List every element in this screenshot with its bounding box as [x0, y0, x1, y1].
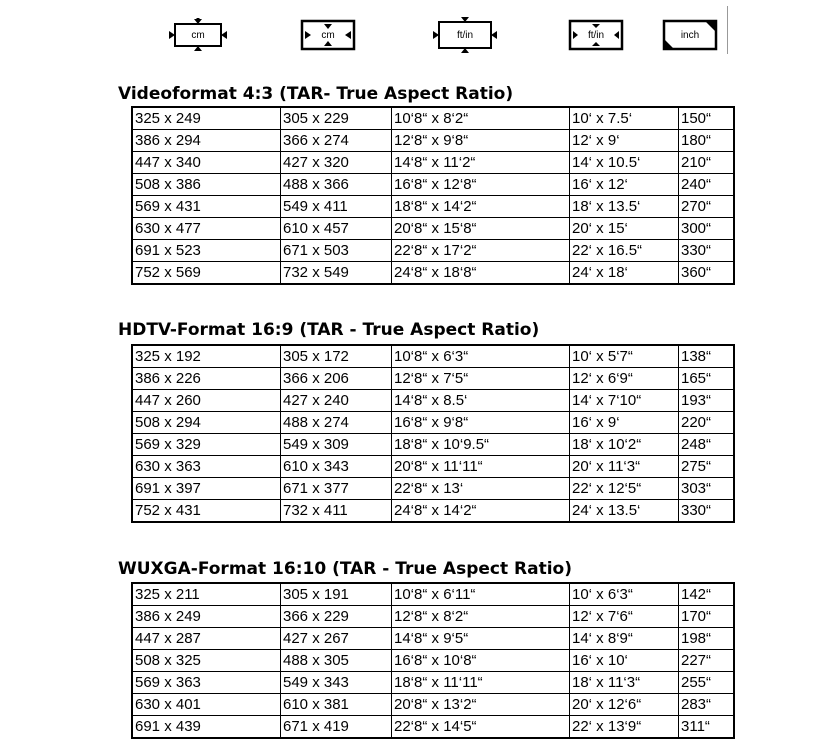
- section-title-16-10: WUXGA-Format 16:10 (TAR - True Aspect Ratio): [118, 559, 572, 579]
- table-cell: 10‘ x 6‘3“: [570, 583, 679, 606]
- table-cell: 12‘8“ x 7‘5“: [392, 368, 570, 390]
- ftin-outward-arrows-icon: [430, 18, 500, 52]
- table-cell: 18‘ x 11‘3“: [570, 672, 679, 694]
- table-cell: 14‘ x 10.5‘: [570, 152, 679, 174]
- inch-diagonal-icon: [662, 18, 718, 52]
- table-cell: 447 x 287: [132, 628, 281, 650]
- table-cell: 630 x 363: [132, 456, 281, 478]
- table-row: [132, 412, 734, 434]
- table-cell: 366 x 206: [281, 368, 392, 390]
- table-cell: 283“: [679, 694, 735, 716]
- table-cell: 325 x 211: [132, 583, 281, 606]
- table-row: [132, 390, 734, 412]
- table-cell: 305 x 172: [281, 345, 392, 368]
- table-cell: 22‘ x 13‘9“: [570, 716, 679, 739]
- table-cell: 22‘8“ x 17‘2“: [392, 240, 570, 262]
- table-cell: 752 x 431: [132, 500, 281, 523]
- table-cell: 275“: [679, 456, 735, 478]
- table-cell: 18‘8“ x 14‘2“: [392, 196, 570, 218]
- table-cell: 22‘ x 12‘5“: [570, 478, 679, 500]
- table-cell: 300“: [679, 218, 735, 240]
- table-cell: 14‘8“ x 9‘5“: [392, 628, 570, 650]
- table-cell: 210“: [679, 152, 735, 174]
- table-cell: 569 x 363: [132, 672, 281, 694]
- table-cell: 10‘8“ x 6‘11“: [392, 583, 570, 606]
- table-cell: 24‘8“ x 14‘2“: [392, 500, 570, 523]
- table-cell: 20‘ x 11‘3“: [570, 456, 679, 478]
- table-cell: 16‘ x 10‘: [570, 650, 679, 672]
- icon-label: ft/in: [587, 29, 605, 41]
- table-cell: 610 x 343: [281, 456, 392, 478]
- table-cell: 240“: [679, 174, 735, 196]
- table-cell: 12‘ x 7‘6“: [570, 606, 679, 628]
- table-row: [132, 240, 734, 262]
- section-title-16-9: HDTV-Format 16:9 (TAR - True Aspect Ratio): [118, 320, 540, 340]
- table-row: [132, 218, 734, 240]
- table-row: [132, 650, 734, 672]
- table-cell: 691 x 397: [132, 478, 281, 500]
- table-cell: 427 x 240: [281, 390, 392, 412]
- table-cell: 488 x 305: [281, 650, 392, 672]
- table-cell: 549 x 309: [281, 434, 392, 456]
- table-cell: 220“: [679, 412, 735, 434]
- table-cell: 138“: [679, 345, 735, 368]
- table-cell: 305 x 229: [281, 107, 392, 130]
- table-cell: 508 x 386: [132, 174, 281, 196]
- table-cell: 20‘8“ x 15‘8“: [392, 218, 570, 240]
- table-cell: 610 x 381: [281, 694, 392, 716]
- table-cell: 569 x 431: [132, 196, 281, 218]
- table-cell: 227“: [679, 650, 735, 672]
- table-cell: 24‘ x 18‘: [570, 262, 679, 285]
- icon-label: cm: [191, 29, 205, 41]
- table-row: [132, 694, 734, 716]
- table-cell: 508 x 294: [132, 412, 281, 434]
- icon-label: inch: [680, 29, 700, 41]
- table-cell: 427 x 267: [281, 628, 392, 650]
- table-cell: 325 x 249: [132, 107, 281, 130]
- table-row: [132, 716, 734, 739]
- table-cell: 24‘ x 13.5‘: [570, 500, 679, 523]
- table-cell: 18‘ x 13.5‘: [570, 196, 679, 218]
- table-cell: 165“: [679, 368, 735, 390]
- divider: [727, 6, 728, 54]
- table-cell: 10‘ x 5‘7“: [570, 345, 679, 368]
- icon-label: cm: [321, 29, 335, 41]
- table-cell: 150“: [679, 107, 735, 130]
- table-row: [132, 434, 734, 456]
- table-cell: 16‘8“ x 9‘8“: [392, 412, 570, 434]
- table-cell: 180“: [679, 130, 735, 152]
- table-cell: 488 x 274: [281, 412, 392, 434]
- table-cell: 142“: [679, 583, 735, 606]
- table-cell: 16‘8“ x 12‘8“: [392, 174, 570, 196]
- table-cell: 12‘8“ x 9‘8“: [392, 130, 570, 152]
- table-cell: 20‘8“ x 11‘11“: [392, 456, 570, 478]
- table-cell: 508 x 325: [132, 650, 281, 672]
- table-cell: 311“: [679, 716, 735, 739]
- table-cell: 22‘8“ x 14‘5“: [392, 716, 570, 739]
- table-row: [132, 152, 734, 174]
- table-cell: 630 x 477: [132, 218, 281, 240]
- table-row: [132, 456, 734, 478]
- table-cell: 10‘8“ x 6‘3“: [392, 345, 570, 368]
- table-cell: 732 x 549: [281, 262, 392, 285]
- table-cell: 488 x 366: [281, 174, 392, 196]
- table-cell: 386 x 226: [132, 368, 281, 390]
- table-cell: 330“: [679, 240, 735, 262]
- icon-label: ft/in: [456, 29, 474, 41]
- table-cell: 16‘ x 12‘: [570, 174, 679, 196]
- table-cell: 12‘ x 9‘: [570, 130, 679, 152]
- table-row: [132, 606, 734, 628]
- table-cell: 22‘8“ x 13‘: [392, 478, 570, 500]
- table-cell: 691 x 523: [132, 240, 281, 262]
- table-row: [132, 583, 734, 606]
- table-cell: 549 x 411: [281, 196, 392, 218]
- table-cell: 248“: [679, 434, 735, 456]
- table-cell: 427 x 320: [281, 152, 392, 174]
- table-row: [132, 500, 734, 523]
- table-cell: 14‘ x 8‘9“: [570, 628, 679, 650]
- table-row: [132, 262, 734, 285]
- table-cell: 16‘ x 9‘: [570, 412, 679, 434]
- table-cell: 18‘ x 10‘2“: [570, 434, 679, 456]
- table-cell: 10‘8“ x 8‘2“: [392, 107, 570, 130]
- table-cell: 20‘ x 15‘: [570, 218, 679, 240]
- table-row: [132, 345, 734, 368]
- table-cell: 14‘8“ x 11‘2“: [392, 152, 570, 174]
- table-cell: 671 x 419: [281, 716, 392, 739]
- table-cell: 198“: [679, 628, 735, 650]
- section-title-4-3: Videoformat 4:3 (TAR- True Aspect Ratio): [118, 84, 514, 104]
- cm-outward-arrows-icon: [166, 18, 230, 52]
- table-row: [132, 174, 734, 196]
- header-icon-row: [0, 0, 840, 70]
- table-cell: 16‘8“ x 10‘8“: [392, 650, 570, 672]
- table-cell: 610 x 457: [281, 218, 392, 240]
- table-cell: 24‘8“ x 18‘8“: [392, 262, 570, 285]
- table-cell: 170“: [679, 606, 735, 628]
- table-cell: 447 x 260: [132, 390, 281, 412]
- table-row: [132, 628, 734, 650]
- table-cell: 14‘8“ x 8.5‘: [392, 390, 570, 412]
- table-cell: 255“: [679, 672, 735, 694]
- table-cell: 386 x 249: [132, 606, 281, 628]
- table-cell: 549 x 343: [281, 672, 392, 694]
- table-cell: 752 x 569: [132, 262, 281, 285]
- table-cell: 366 x 229: [281, 606, 392, 628]
- table-cell: 360“: [679, 262, 735, 285]
- table-row: [132, 107, 734, 130]
- table-cell: 671 x 503: [281, 240, 392, 262]
- table-cell: 569 x 329: [132, 434, 281, 456]
- ftin-inward-arrows-icon: [568, 18, 624, 52]
- table-cell: 20‘ x 12‘6“: [570, 694, 679, 716]
- table-row: [132, 196, 734, 218]
- table-cell: 330“: [679, 500, 735, 523]
- table-cell: 447 x 340: [132, 152, 281, 174]
- table-cell: 325 x 192: [132, 345, 281, 368]
- table-4-3: [131, 106, 735, 285]
- table-row: [132, 478, 734, 500]
- table-cell: 20‘8“ x 13‘2“: [392, 694, 570, 716]
- table-cell: 303“: [679, 478, 735, 500]
- table-cell: 12‘8“ x 8‘2“: [392, 606, 570, 628]
- table-cell: 671 x 377: [281, 478, 392, 500]
- table-cell: 18‘8“ x 10‘9.5“: [392, 434, 570, 456]
- table-cell: 305 x 191: [281, 583, 392, 606]
- table-16-9: [131, 344, 735, 523]
- table-cell: 366 x 274: [281, 130, 392, 152]
- table-row: [132, 368, 734, 390]
- table-16-10: [131, 582, 735, 739]
- table-cell: 14‘ x 7‘10“: [570, 390, 679, 412]
- table-cell: 10‘ x 7.5‘: [570, 107, 679, 130]
- table-cell: 630 x 401: [132, 694, 281, 716]
- table-cell: 193“: [679, 390, 735, 412]
- table-cell: 18‘8“ x 11‘11“: [392, 672, 570, 694]
- table-cell: 732 x 411: [281, 500, 392, 523]
- table-cell: 270“: [679, 196, 735, 218]
- cm-inward-arrows-icon: [300, 18, 356, 52]
- table-cell: 22‘ x 16.5“: [570, 240, 679, 262]
- table-cell: 12‘ x 6‘9“: [570, 368, 679, 390]
- table-cell: 691 x 439: [132, 716, 281, 739]
- table-row: [132, 672, 734, 694]
- table-row: [132, 130, 734, 152]
- table-cell: 386 x 294: [132, 130, 281, 152]
